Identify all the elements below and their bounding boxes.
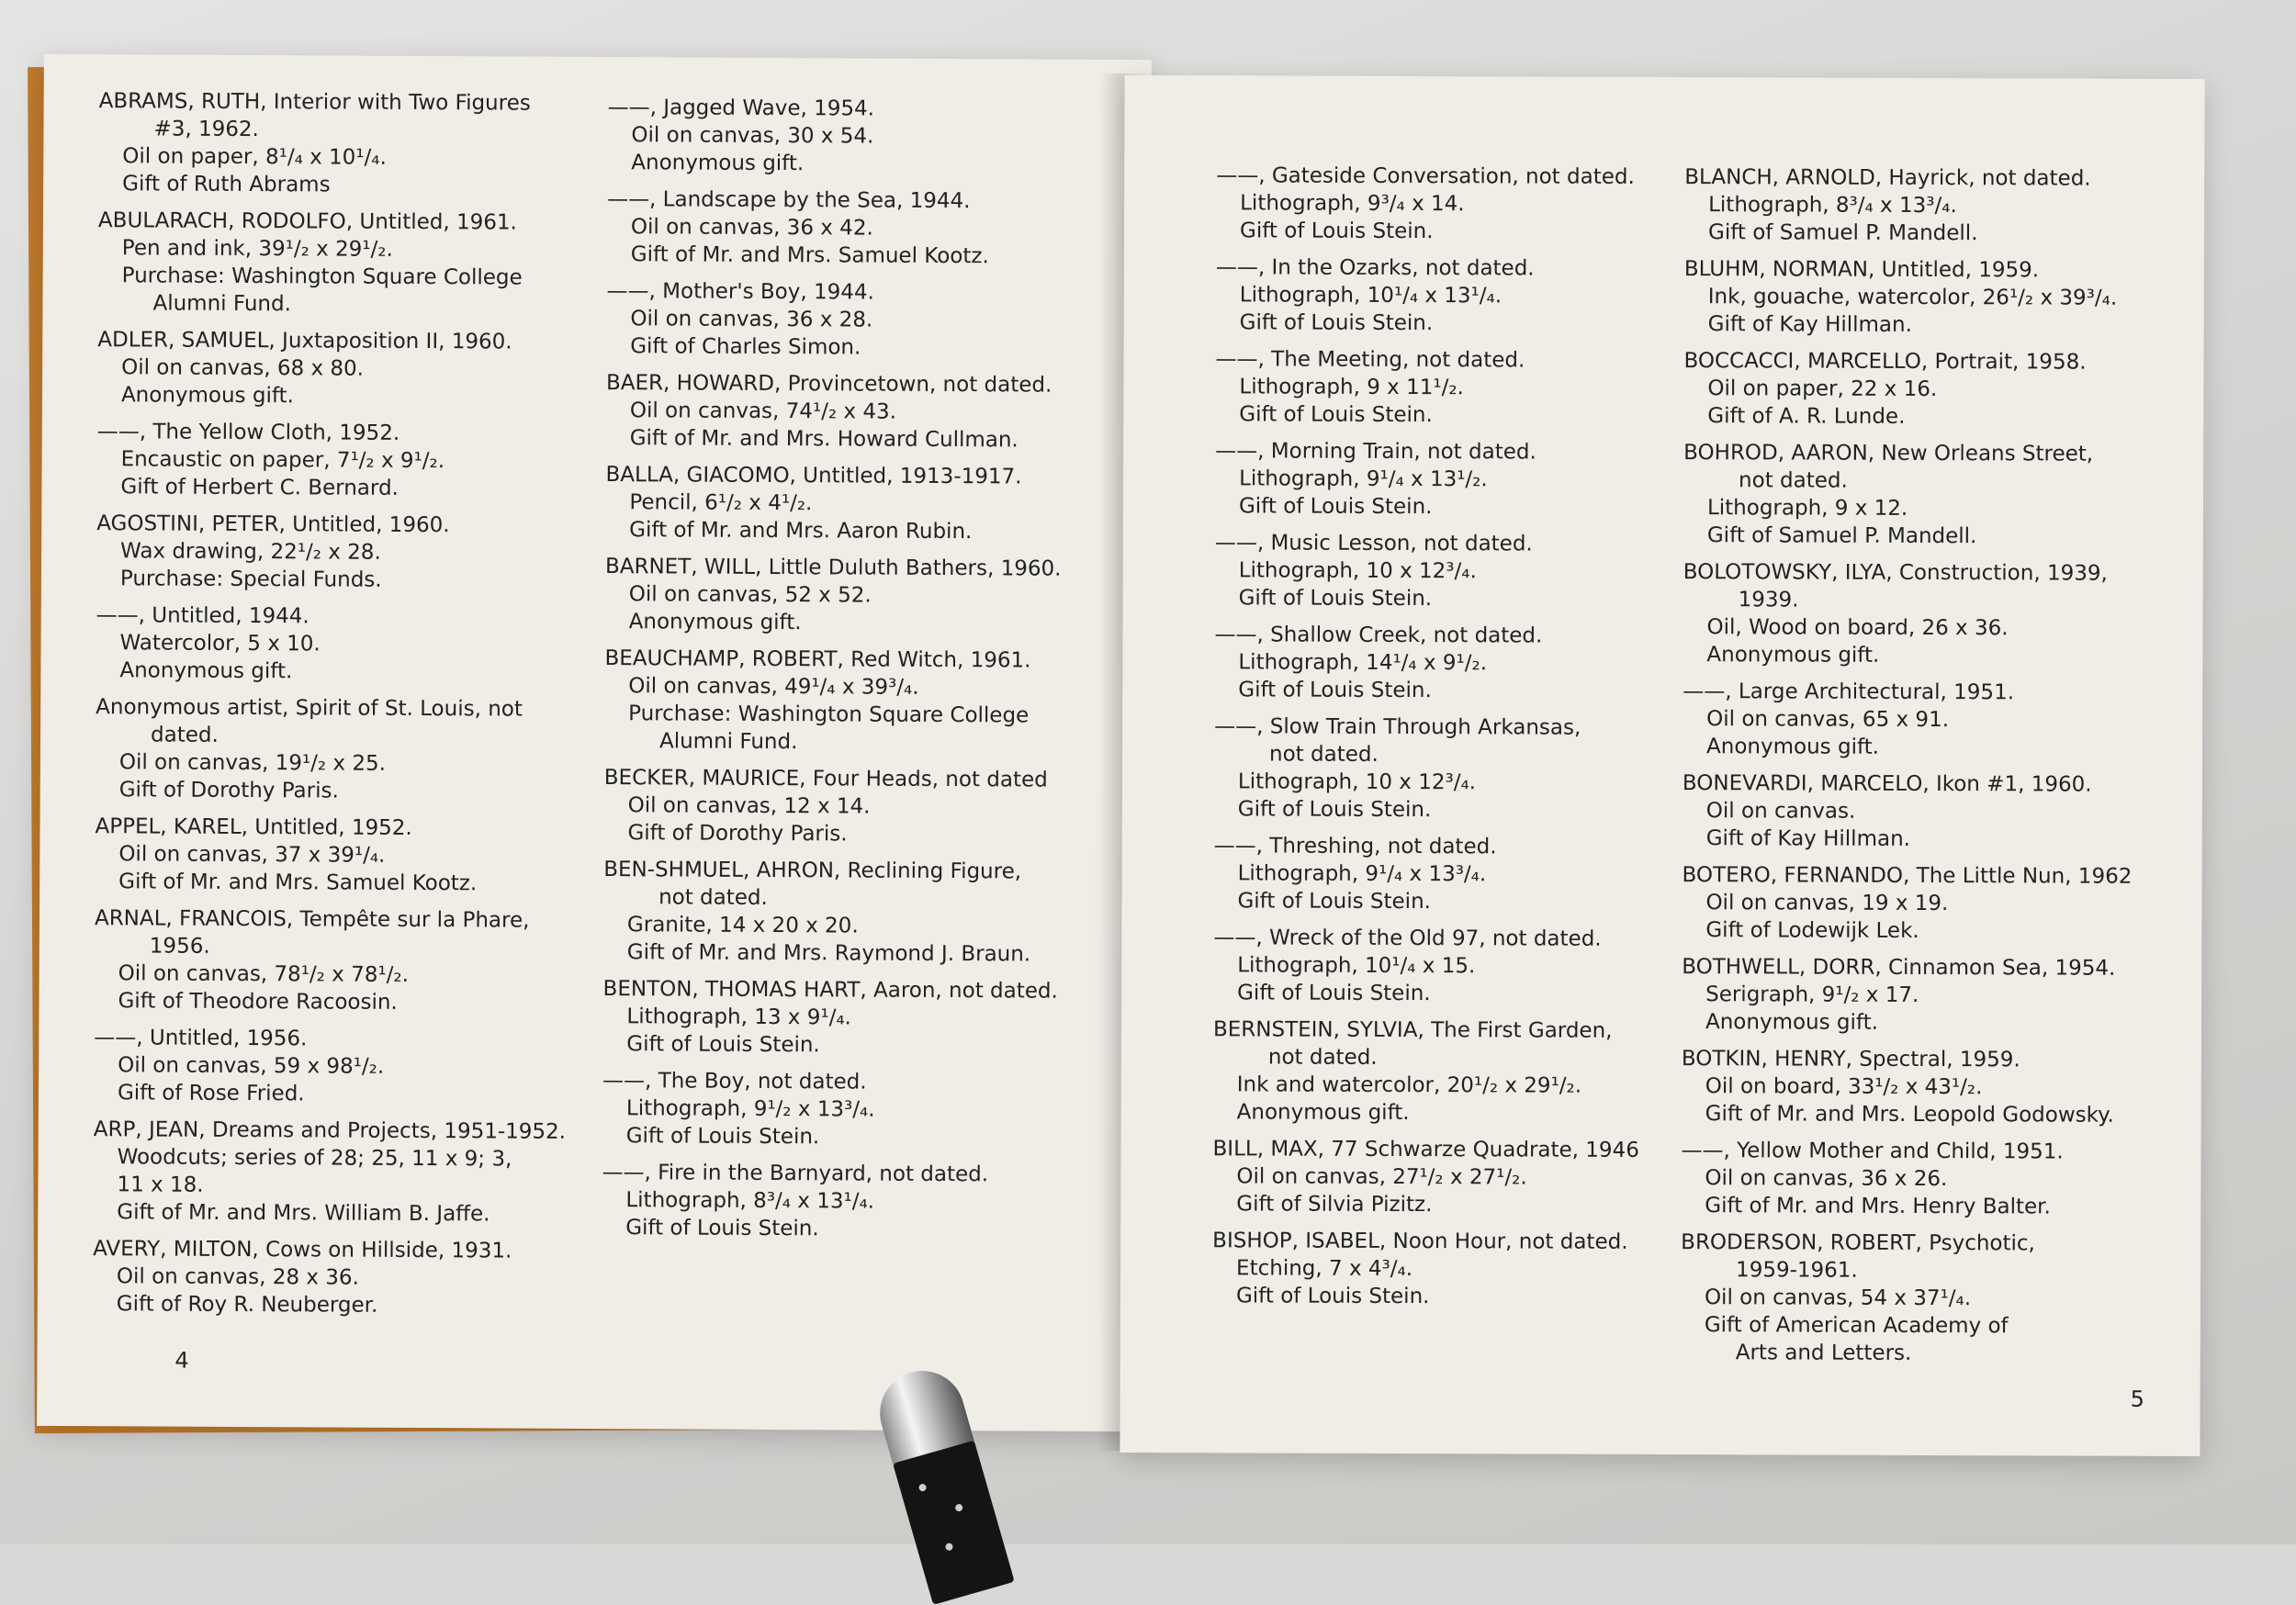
entry-detail: Gift of Louis Stein. <box>626 1032 820 1058</box>
entry-heading: ——, The Yellow Cloth, 1952. <box>96 420 400 445</box>
entry-heading: BISHOP, ISABEL, Noon Hour, not dated. <box>1212 1229 1628 1254</box>
catalog-entry <box>1215 345 1683 430</box>
entry-detail: Anonymous gift. <box>1236 1100 1410 1126</box>
entry-heading: ——, Large Architectural, 1951. <box>1683 679 2015 705</box>
entry-heading: Anonymous artist, Spirit of St. Louis, not <box>96 695 523 722</box>
entry-detail: Oil on canvas, 74¹/₂ x 43. <box>629 398 897 424</box>
catalog-entry <box>603 764 1118 849</box>
entry-detail: Gift of Samuel P. Mandell. <box>1707 220 1978 246</box>
entry-heading: ——, Fire in the Barnyard, not dated. <box>602 1161 989 1187</box>
entry-detail: Oil on canvas, 49¹/₄ x 39³/₄. <box>628 674 919 700</box>
catalog-entry <box>606 277 1120 363</box>
entry-detail: not dated. <box>1739 468 1848 493</box>
entry-heading: BERNSTEIN, SYLVIA, The First Garden, <box>1212 1017 1613 1043</box>
entry-detail: Ink, gouache, watercolor, 26¹/₂ x 39³/₄. <box>1707 285 2118 310</box>
entry-detail: Lithograph, 8³/₄ x 13³/₄. <box>1708 193 1957 219</box>
entry-detail: Lithograph, 9 x 12. <box>1706 496 1908 521</box>
catalog-entry <box>607 185 1121 271</box>
entry-heading: BOHROD, AARON, New Orleans Street, <box>1683 441 2094 466</box>
entry-detail: Gift of Louis Stein. <box>1239 402 1433 428</box>
right-page <box>1120 75 2204 1456</box>
catalog-entry <box>1215 437 1683 522</box>
entry-detail: Arts and Letters. <box>1735 1341 1912 1365</box>
entry-detail: Gift of Louis Stein. <box>1238 678 1432 703</box>
entry-detail: Gift of Dorothy Paris. <box>118 778 339 803</box>
entry-detail: Gift of Samuel P. Mandell. <box>1706 523 1977 549</box>
entry-heading: ——, Untitled, 1956. <box>94 1026 308 1051</box>
entry-heading: BLUHM, NORMAN, Untitled, 1959. <box>1683 257 2040 283</box>
entry-detail: Woodcuts; series of 28; 25, 11 x 9; 3, <box>117 1145 512 1172</box>
entry-detail: Oil on canvas, 19 x 19. <box>1705 891 1949 916</box>
entry-detail: Lithograph, 10¹/₄ x 13¹/₄. <box>1239 283 1503 309</box>
entry-detail: Oil on canvas. <box>1705 799 1856 824</box>
catalog-entry <box>1682 1045 2187 1129</box>
catalog-entry <box>96 693 592 806</box>
catalog-entry <box>1215 529 1683 613</box>
catalog-entry <box>96 510 592 595</box>
catalog-entry <box>1684 163 2189 248</box>
entry-detail: Lithograph, 9¹/₄ x 13³/₄. <box>1237 861 1487 887</box>
catalog-entry <box>98 87 595 200</box>
entry-detail: Oil on paper, 22 x 16. <box>1707 376 1938 402</box>
entry-detail: Granite, 14 x 20 x 20. <box>626 913 859 938</box>
entry-detail: Gift of Louis Stein. <box>625 1124 820 1150</box>
entry-heading: ——, Jagged Wave, 1954. <box>607 95 875 121</box>
entry-detail: Gift of American Academy of <box>1704 1313 2009 1339</box>
entry-detail: Gift of Charles Simon. <box>630 334 861 360</box>
right-column-1 <box>1212 162 1684 1320</box>
entry-heading: ——, Untitled, 1944. <box>96 603 310 629</box>
entry-detail: Gift of A. R. Lunde. <box>1707 404 1906 429</box>
entry-detail: Lithograph, 8³/₄ x 13¹/₄. <box>625 1188 875 1214</box>
catalog-entry <box>1683 347 2189 432</box>
catalog-entry <box>1684 255 2189 340</box>
catalog-entry <box>1213 1016 1682 1128</box>
entry-detail: not dated. <box>1268 742 1379 767</box>
entry-heading: BALLA, GIACOMO, Untitled, 1913-1917. <box>605 463 1022 489</box>
entry-detail: Lithograph, 9¹/₂ x 13³/₄. <box>625 1096 875 1122</box>
entry-detail: Watercolor, 5 x 10. <box>119 631 321 657</box>
catalog-entry <box>1212 1135 1681 1219</box>
catalog-entry <box>602 1159 1116 1244</box>
left-page <box>37 54 1152 1431</box>
entry-detail: 1956. <box>149 934 210 959</box>
catalog-entry <box>1683 678 2188 762</box>
entry-detail: Gift of Rose Fried. <box>117 1081 305 1106</box>
entry-detail: Anonymous gift. <box>631 151 805 176</box>
catalog-entry <box>93 1116 590 1229</box>
entry-detail: 11 x 18. <box>117 1173 204 1197</box>
entry-detail: Gift of Ruth Abrams <box>122 172 331 197</box>
entry-heading: BLANCH, ARNOLD, Hayrick, not dated. <box>1684 165 2091 191</box>
entry-detail: Oil on canvas, 68 x 80. <box>121 355 365 381</box>
entry-detail: Gift of Kay Hillman. <box>1707 312 1912 337</box>
entry-detail: Gift of Louis Stein. <box>625 1216 819 1241</box>
entry-heading: BOTKIN, HENRY, Spectral, 1959. <box>1681 1047 2020 1072</box>
entry-detail: Oil on canvas, 54 x 37¹/₄. <box>1704 1285 1972 1311</box>
entry-detail: Gift of Kay Hillman. <box>1705 826 1911 851</box>
entry-detail: Gift of Mr. and Mrs. Samuel Kootz. <box>630 242 989 269</box>
entry-heading: ——, Slow Train Through Arkansas, <box>1214 714 1581 740</box>
entry-detail: Gift of Louis Stein. <box>1239 219 1434 244</box>
catalog-entry <box>605 553 1120 638</box>
catalog-entry <box>1212 1227 1681 1311</box>
catalog-entry <box>1216 162 1684 246</box>
entry-detail: Oil on canvas, 28 x 36. <box>116 1264 359 1290</box>
entry-detail: Lithograph, 14¹/₄ x 9¹/₂. <box>1238 650 1488 676</box>
entry-heading: ABRAMS, RUTH, Interior with Two Figures <box>98 89 531 116</box>
entry-detail: Anonymous gift. <box>120 383 294 409</box>
pen-pattern-dot <box>954 1503 963 1512</box>
entry-detail: Anonymous gift. <box>1706 735 1880 759</box>
entry-detail: Lithograph, 10¹/₄ x 15. <box>1237 953 1476 979</box>
entry-heading: ——, Shallow Creek, not dated. <box>1214 623 1543 648</box>
page-number-left: 4 <box>174 1347 189 1374</box>
entry-detail: Anonymous gift. <box>119 658 293 684</box>
catalog-entry <box>1681 1229 2187 1368</box>
entry-detail: Gift of Theodore Racoosin. <box>118 989 398 1015</box>
catalog-entry <box>606 369 1120 455</box>
entry-detail: Oil on canvas, 59 x 98¹/₂. <box>118 1053 385 1079</box>
entry-detail: Gift of Louis Stein. <box>1237 981 1431 1006</box>
pen-pattern-dot <box>918 1483 928 1492</box>
entry-heading: ——, Music Lesson, not dated. <box>1214 531 1533 556</box>
entry-detail: Purchase: Washington Square College <box>628 701 1030 728</box>
catalog-entry <box>1213 832 1682 916</box>
entry-detail: Serigraph, 9¹/₂ x 17. <box>1705 982 1919 1007</box>
left-column-1 <box>93 87 595 1330</box>
entry-detail: Oil on canvas, 52 x 52. <box>628 582 872 608</box>
entry-heading: ——, Yellow Mother and Child, 1951. <box>1681 1139 2064 1164</box>
right-column-2 <box>1681 163 2190 1377</box>
entry-heading: ——, In the Ozarks, not dated. <box>1215 255 1535 281</box>
entry-heading: BAER, HOWARD, Provincetown, not dated. <box>605 371 1052 398</box>
catalog-entry <box>1681 1137 2186 1221</box>
entry-heading: ——, Morning Train, not dated. <box>1215 439 1536 465</box>
entry-heading: AGOSTINI, PETER, Untitled, 1960. <box>96 511 450 538</box>
entry-detail: Anonymous gift. <box>628 610 802 635</box>
entry-heading: ——, The Meeting, not dated. <box>1215 347 1525 373</box>
entry-detail: Gift of Silvia Pizitz. <box>1236 1192 1433 1218</box>
entry-detail: Oil on canvas, 19¹/₂ x 25. <box>118 750 387 776</box>
entry-heading: BILL, MAX, 77 Schwarze Quadrate, 1946 <box>1212 1137 1639 1162</box>
entry-detail: dated. <box>150 723 219 747</box>
entry-detail: Anonymous gift. <box>1706 643 1880 668</box>
entry-detail: Pencil, 6¹/₂ x 4¹/₂. <box>629 490 813 516</box>
entry-detail: Gift of Louis Stein. <box>1239 310 1434 336</box>
page-number-right: 5 <box>2130 1386 2144 1412</box>
catalog-entry <box>94 1024 590 1109</box>
catalog-entry <box>1216 253 1684 338</box>
entry-detail: Oil on canvas, 36 x 26. <box>1705 1166 1948 1192</box>
entry-heading: BOTERO, FERNANDO, The Little Nun, 1962 <box>1682 863 2133 889</box>
entry-heading: BENTON, THOMAS HART, Aaron, not dated. <box>602 977 1058 1004</box>
entry-detail: Ink and watercolor, 20¹/₂ x 29¹/₂. <box>1236 1072 1582 1098</box>
entry-detail: Gift of Louis Stein. <box>1237 889 1432 915</box>
catalog-entry <box>1683 558 2188 670</box>
catalog-entry <box>602 1067 1117 1152</box>
catalog-entry <box>603 856 1119 969</box>
entry-detail: Encaustic on paper, 7¹/₂ x 9¹/₂. <box>120 447 445 474</box>
entry-detail: Purchase: Washington Square College <box>121 264 523 290</box>
entry-detail: Oil on canvas, 30 x 54. <box>631 123 874 149</box>
entry-detail: Gift of Mr. and Mrs. Henry Balter. <box>1705 1194 2051 1219</box>
entry-detail: Etching, 7 x 4³/₄. <box>1236 1256 1413 1282</box>
catalog-entry <box>1683 769 2188 854</box>
left-column-2 <box>602 94 1122 1253</box>
catalog-entry <box>605 461 1120 546</box>
entry-detail: 1959-1961. <box>1736 1258 1858 1283</box>
entry-heading: ——, Gateside Conversation, not dated. <box>1216 163 1635 189</box>
entry-heading: ARNAL, FRANCOIS, Tempête sur la Phare, <box>94 906 530 933</box>
catalog-entry <box>95 813 591 898</box>
entry-heading: BEAUCHAMP, ROBERT, Red Witch, 1961. <box>604 646 1031 673</box>
entry-detail: Pen and ink, 39¹/₂ x 29¹/₂. <box>121 236 393 262</box>
entry-detail: Lithograph, 9 x 11¹/₂. <box>1239 375 1464 400</box>
entry-detail: Lithograph, 10 x 12³/₄. <box>1237 769 1477 795</box>
entry-heading: ——, Wreck of the Old 97, not dated. <box>1213 926 1602 951</box>
entry-detail: Anonymous gift. <box>1705 1010 1879 1035</box>
entry-detail: Oil on board, 33¹/₂ x 43¹/₂. <box>1705 1074 1983 1100</box>
entry-heading: ABULARACH, RODOLFO, Untitled, 1961. <box>97 208 517 235</box>
entry-detail: Oil on canvas, 27¹/₂ x 27¹/₂. <box>1236 1164 1527 1190</box>
entry-detail: Gift of Louis Stein. <box>1237 797 1432 823</box>
entry-detail: Oil, Wood on board, 26 x 36. <box>1706 615 2009 641</box>
catalog-entry <box>1214 621 1683 705</box>
entry-detail: Lithograph, 9³/₄ x 14. <box>1240 191 1465 217</box>
entry-detail: Oil on canvas, 12 x 14. <box>627 793 871 819</box>
entry-heading: BECKER, MAURICE, Four Heads, not dated <box>603 766 1048 792</box>
entry-detail: not dated. <box>658 885 768 910</box>
entry-detail: 1939. <box>1738 588 1799 612</box>
entry-heading: ——, Mother's Boy, 1944. <box>606 279 874 305</box>
entry-detail: Lithograph, 9¹/₄ x 13¹/₂. <box>1239 466 1488 492</box>
entry-detail: Oil on canvas, 65 x 91. <box>1706 707 1950 733</box>
entry-heading: ——, Landscape by the Sea, 1944. <box>607 187 971 214</box>
entry-detail: #3, 1962. <box>153 117 259 142</box>
entry-detail: Oil on canvas, 78¹/₂ x 78¹/₂. <box>118 961 409 987</box>
entry-detail: Gift of Louis Stein. <box>1238 586 1433 612</box>
catalog-entry <box>96 601 591 687</box>
catalog-entry <box>1682 861 2187 946</box>
catalog-entry <box>1214 713 1683 825</box>
entry-detail: Gift of Mr. and Mrs. Leopold Godowsky. <box>1705 1102 2114 1128</box>
entry-detail: Gift of Lodewijk Lek. <box>1705 918 1919 943</box>
entry-detail: Gift of Mr. and Mrs. William B. Jaffe. <box>117 1200 490 1227</box>
entry-detail: Oil on paper, 8¹/₄ x 10¹/₄. <box>122 144 387 170</box>
catalog-entry <box>602 975 1117 1061</box>
entry-detail: Wax drawing, 22¹/₂ x 28. <box>120 539 381 565</box>
entry-detail: Oil on canvas, 36 x 42. <box>630 215 873 241</box>
entry-detail: Alumni Fund. <box>658 729 798 755</box>
entry-heading: ARP, JEAN, Dreams and Projects, 1951-1952. <box>93 1117 567 1144</box>
catalog-entry <box>1683 439 2189 551</box>
catalog-entry <box>1682 953 2187 1038</box>
entry-detail: Gift of Roy R. Neuberger. <box>116 1292 378 1318</box>
entry-heading: BOTHWELL, DORR, Cinnamon Sea, 1954. <box>1682 955 2116 981</box>
entry-detail: Gift of Louis Stein. <box>1238 494 1433 520</box>
entry-detail: not dated. <box>1267 1045 1378 1070</box>
entry-detail: Oil on canvas, 37 x 39¹/₄. <box>118 842 386 868</box>
entry-detail: Gift of Mr. and Mrs. Samuel Kootz. <box>118 870 478 896</box>
catalog-entry <box>97 326 593 411</box>
pen-pattern-dot <box>945 1543 954 1552</box>
entry-detail: Gift of Mr. and Mrs. Howard Cullman. <box>629 426 1019 453</box>
entry-detail: Oil on canvas, 36 x 28. <box>630 307 873 332</box>
entry-heading: BARNET, WILL, Little Duluth Bathers, 1960. <box>604 555 1062 581</box>
entry-heading: ——, The Boy, not dated. <box>602 1069 867 1094</box>
catalog-entry <box>1213 924 1682 1008</box>
entry-heading: BRODERSON, ROBERT, Psychotic, <box>1681 1230 2035 1256</box>
entry-heading: APPEL, KAREL, Untitled, 1952. <box>95 814 412 840</box>
entry-detail: Lithograph, 10 x 12³/₄. <box>1238 558 1477 584</box>
entry-detail: Gift of Dorothy Paris. <box>627 821 848 847</box>
entry-heading: AVERY, MILTON, Cows on Hillside, 1931. <box>93 1237 512 1263</box>
entry-heading: BEN-SHMUEL, AHRON, Reclining Figure, <box>603 858 1022 884</box>
entry-detail: Gift of Mr. and Mrs. Aaron Rubin. <box>629 518 973 544</box>
catalog-entry <box>604 645 1120 758</box>
entry-detail: Gift of Mr. and Mrs. Raymond J. Braun. <box>626 940 1031 967</box>
entry-heading: BOCCACCI, MARCELLO, Portrait, 1958. <box>1683 349 2087 375</box>
entry-detail: Lithograph, 13 x 9¹/₄. <box>626 1005 851 1030</box>
entry-detail: Alumni Fund. <box>152 291 291 317</box>
entry-heading: BOLOTOWSKY, ILYA, Construction, 1939, <box>1683 560 2108 586</box>
entry-detail: Gift of Herbert C. Bernard. <box>120 475 399 500</box>
catalog-entry <box>96 418 592 503</box>
entry-heading: ——, Threshing, not dated. <box>1213 834 1497 859</box>
catalog-entry <box>94 904 591 1017</box>
entry-detail: Gift of Louis Stein. <box>1235 1284 1430 1309</box>
catalog-entry <box>93 1235 589 1320</box>
catalog-entry <box>97 207 594 320</box>
entry-heading: BONEVARDI, MARCELO, Ikon #1, 1960. <box>1682 771 2092 797</box>
entry-detail: Purchase: Special Funds. <box>119 567 382 592</box>
entry-heading: ADLER, SAMUEL, Juxtaposition II, 1960. <box>97 328 512 354</box>
catalog-entry <box>607 94 1121 179</box>
